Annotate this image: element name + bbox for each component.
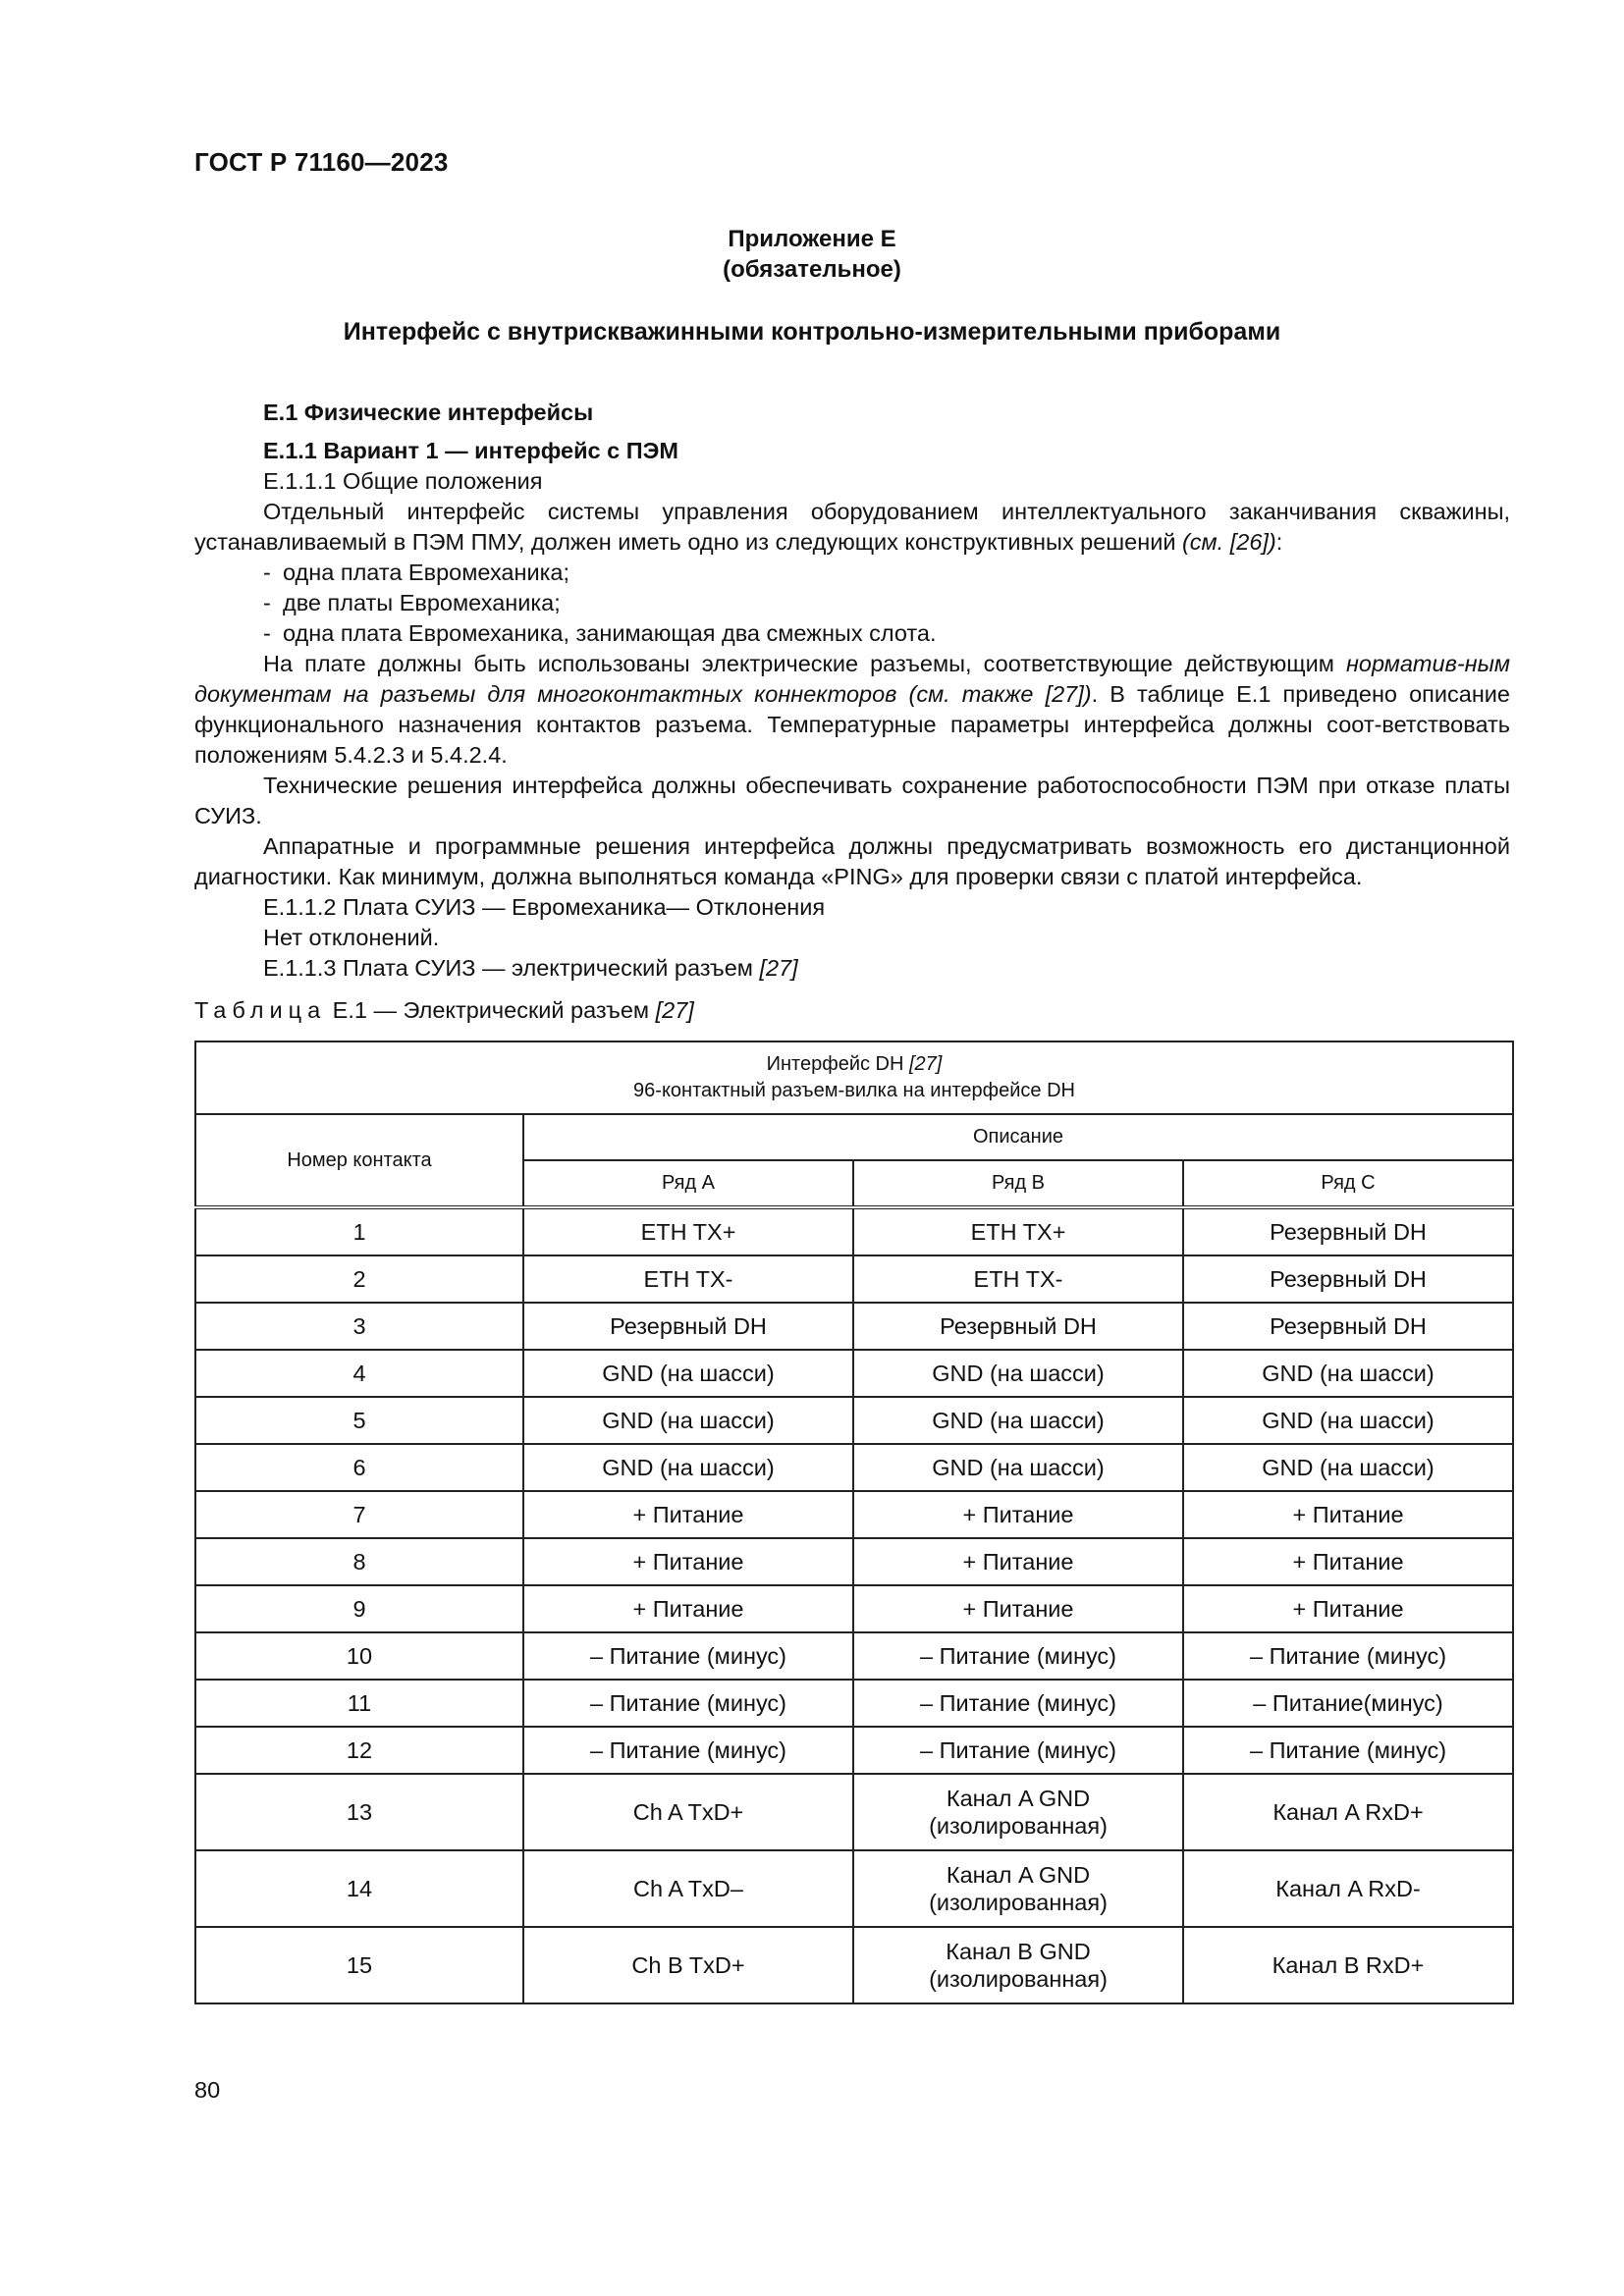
column-header-description: Описание: [523, 1114, 1513, 1160]
row-a-cell: – Питание (минус): [523, 1632, 853, 1680]
row-a-cell: + Питание: [523, 1538, 853, 1585]
row-c-cell: – Питание (минус): [1183, 1632, 1513, 1680]
row-c-cell: + Питание: [1183, 1538, 1513, 1585]
paragraph-5: Нет отклонений.: [263, 925, 440, 950]
row-a-cell: Ch B TxD+: [523, 1927, 853, 2003]
section-e113-reference: [27]: [759, 955, 798, 981]
row-b-cell: Резервный DH: [853, 1303, 1183, 1350]
document-code-header: ГОСТ Р 71160—2023: [194, 147, 449, 177]
table-row: [195, 1585, 1513, 1632]
row-b-cell: [853, 1774, 1183, 1850]
table-row: [195, 1303, 1513, 1350]
row-b-cell-line-1: Канал A GND: [946, 1786, 1091, 1811]
paragraph-2: [194, 649, 1510, 771]
column-header-row-a: Ряд А: [523, 1160, 853, 1207]
row-a-cell: Резервный DH: [523, 1303, 853, 1350]
contact-number: 12: [195, 1727, 523, 1774]
table-row: [195, 1255, 1513, 1303]
row-b-cell: ETH TX-: [853, 1255, 1183, 1303]
row-a-cell: ETH TX+: [523, 1207, 853, 1255]
row-b-cell: – Питание (минус): [853, 1632, 1183, 1680]
section-e113-heading: [194, 953, 1510, 984]
contact-number: 8: [195, 1538, 523, 1585]
table-row: [195, 1207, 1513, 1255]
paragraph-2-reference: норматив-ным документам на разъемы для многоконтактных коннекторов (см. также [27]): [194, 651, 1510, 707]
row-c-cell: Канал A RxD-: [1183, 1850, 1513, 1927]
table-row: [195, 1350, 1513, 1397]
row-c-cell: Резервный DH: [1183, 1303, 1513, 1350]
table-row: [195, 1850, 1513, 1927]
row-a-cell: GND (на шасси): [523, 1444, 853, 1491]
table-row: [195, 1491, 1513, 1538]
row-c-cell: Канал B RxD+: [1183, 1927, 1513, 2003]
row-c-cell: + Питание: [1183, 1491, 1513, 1538]
contact-number: 2: [195, 1255, 523, 1303]
row-c-cell: GND (на шасси): [1183, 1350, 1513, 1397]
row-c-cell: – Питание(минус): [1183, 1680, 1513, 1727]
row-c-cell: + Питание: [1183, 1585, 1513, 1632]
section-e11-heading: Е.1.1 Вариант 1 — интерфейс с ПЭМ: [263, 438, 678, 463]
row-a-cell: – Питание (минус): [523, 1680, 853, 1727]
table-caption-reference: [27]: [655, 997, 694, 1023]
section-e1-heading: Е.1 Физические интерфейсы: [263, 400, 594, 425]
table-row: [195, 1538, 1513, 1585]
contact-number: 11: [195, 1680, 523, 1727]
table-caption-text: Е.1 — Электрический разъем: [326, 997, 656, 1023]
appendix-heading: [0, 224, 1624, 285]
appendix-status: (обязательное): [723, 256, 901, 283]
table-title-line-2: 96-контактный разъем-вилка на интерфейсе DH: [633, 1080, 1075, 1101]
page-number: 80: [194, 2077, 221, 2103]
row-c-cell: – Питание (минус): [1183, 1727, 1513, 1774]
row-a-cell: – Питание (минус): [523, 1727, 853, 1774]
contact-number: 1: [195, 1207, 523, 1255]
contact-number: 14: [195, 1850, 523, 1927]
table-title-line-1: [196, 1051, 1512, 1078]
paragraph-2-text: На плате должны быть использованы электрические разъемы, соответствующие действующим: [263, 651, 1346, 676]
row-b-cell-line-2: (изолированная): [929, 1890, 1108, 1915]
section-e112-heading: Е.1.1.2 Плата СУИЗ — Евромеханика— Отклонения: [263, 894, 826, 920]
list-item: - одна плата Евромеханика, занимающая два смежных слота.: [194, 618, 1510, 649]
appendix-main-title: Интерфейс с внутрискважинными контрольно-измерительными приборами: [343, 318, 1281, 346]
row-c-cell: GND (на шасси): [1183, 1397, 1513, 1444]
table-title-reference: [27]: [909, 1053, 943, 1075]
row-b-cell: – Питание (минус): [853, 1727, 1183, 1774]
table-row: [195, 1444, 1513, 1491]
row-b-cell-line-1: Канал A GND: [946, 1862, 1091, 1888]
row-b-cell: + Питание: [853, 1585, 1183, 1632]
row-b-cell-line-2: (изолированная): [929, 1813, 1108, 1839]
table-row: [195, 1397, 1513, 1444]
paragraph-1-text: Отдельный интерфейс системы управления оборудованием интеллектуального заканчивания скважины, устанавливаемый в ПЭМ ПМУ, должен иметь одно из следующих конструктивных решений: [194, 499, 1510, 555]
contact-number: 15: [195, 1927, 523, 2003]
row-c-cell: GND (на шасси): [1183, 1444, 1513, 1491]
body-text: [194, 398, 1510, 984]
paragraph-3: Технические решения интерфейса должны обеспечивать сохранение работоспособности ПЭМ при отказе платы СУИЗ.: [194, 773, 1510, 828]
column-header-contact: Номер контакта: [195, 1114, 523, 1207]
column-header-row-b: Ряд В: [853, 1160, 1183, 1207]
column-header-row-c: Ряд С: [1183, 1160, 1513, 1207]
list-item: - две платы Евромеханика;: [194, 588, 1510, 618]
table-row: [195, 1680, 1513, 1727]
row-a-cell: Ch A TxD–: [523, 1850, 853, 1927]
row-a-cell: + Питание: [523, 1585, 853, 1632]
row-b-cell: [853, 1850, 1183, 1927]
paragraph-2-text-continued: . В таблице Е.1 приведено описание функционального назначения контактов разъема. Температурные параметры интерфейса должны соот-ветствовать положениям 5.4.2.3 и 5.4.2.4.: [194, 681, 1511, 768]
contact-number: 3: [195, 1303, 523, 1350]
table-row: [195, 1774, 1513, 1850]
contact-number: 10: [195, 1632, 523, 1680]
row-a-cell: GND (на шасси): [523, 1397, 853, 1444]
contact-number: 4: [195, 1350, 523, 1397]
row-a-cell: + Питание: [523, 1491, 853, 1538]
contact-number: 6: [195, 1444, 523, 1491]
connector-table: [194, 1041, 1514, 2004]
paragraph-1-reference: (см. [26]): [1181, 529, 1276, 555]
row-b-cell-line-1: Канал B GND: [946, 1939, 1091, 1964]
row-b-cell: – Питание (минус): [853, 1680, 1183, 1727]
appendix-title: Приложение Е: [728, 226, 896, 252]
paragraph-4: Аппаратные и программные решения интерфейса должны предусматривать возможность его дистанционной диагностики. Как минимум, должна выполняться команда «PING» для проверки связи с платой интерфейса.: [194, 833, 1510, 889]
table-caption-label: Таблица: [194, 997, 327, 1023]
table-row: [195, 1632, 1513, 1680]
table-title-text: Интерфейс DH: [766, 1053, 909, 1075]
row-c-cell: Канал A RxD+: [1183, 1774, 1513, 1850]
table-row: [195, 1927, 1513, 2003]
row-b-cell: GND (на шасси): [853, 1350, 1183, 1397]
contact-number: 9: [195, 1585, 523, 1632]
paragraph-1-end: :: [1275, 529, 1283, 555]
row-b-cell: + Питание: [853, 1538, 1183, 1585]
row-b-cell: [853, 1927, 1183, 2003]
row-b-cell: GND (на шасси): [853, 1444, 1183, 1491]
row-a-cell: Ch A TxD+: [523, 1774, 853, 1850]
row-b-cell-line-2: (изолированная): [929, 1966, 1108, 1992]
row-b-cell: + Питание: [853, 1491, 1183, 1538]
table-row: [195, 1727, 1513, 1774]
contact-number: 5: [195, 1397, 523, 1444]
row-a-cell: ETH TX-: [523, 1255, 853, 1303]
row-b-cell: ETH TX+: [853, 1207, 1183, 1255]
contact-number: 13: [195, 1774, 523, 1850]
row-c-cell: Резервный DH: [1183, 1255, 1513, 1303]
row-a-cell: GND (на шасси): [523, 1350, 853, 1397]
list-item: - одна плата Евромеханика;: [194, 558, 1510, 588]
paragraph-1: [194, 497, 1510, 558]
table-title-cell: [195, 1041, 1513, 1114]
table-caption: [194, 997, 694, 1024]
contact-number: 7: [195, 1491, 523, 1538]
section-e113-text: Е.1.1.3 Плата СУИЗ — электрический разъем: [263, 955, 760, 981]
row-c-cell: Резервный DH: [1183, 1207, 1513, 1255]
section-e111-heading: Е.1.1.1 Общие положения: [263, 468, 543, 494]
row-b-cell: GND (на шасси): [853, 1397, 1183, 1444]
